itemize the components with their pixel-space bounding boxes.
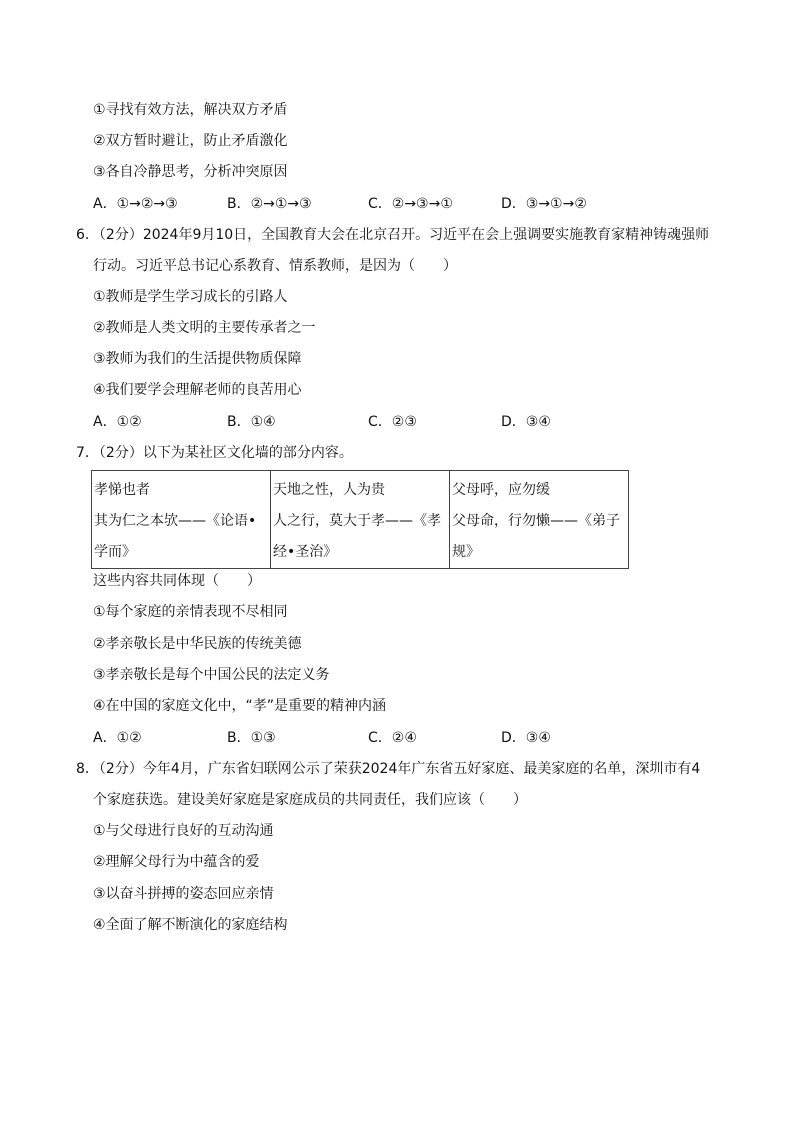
q5-option-a: A．①→②→③ <box>93 196 178 212</box>
culture-wall-table <box>91 470 629 569</box>
cell-text: 天地之性，人为贵 <box>273 482 385 498</box>
q7-stem: 7．（2分）以下为某社区文化墙的部分内容。 <box>76 445 353 461</box>
q6-option-d: D．③④ <box>501 414 551 430</box>
q5-item-2: ②双方暂时避让，防止矛盾激化 <box>93 133 288 149</box>
q6-stem-line2: 行动。习近平总书记心系教育、情系教师，是因为（ ） <box>93 258 457 274</box>
cell-text: 规》 <box>452 544 480 560</box>
q6-option-a: A．①② <box>93 414 142 430</box>
q5-option-b: B．②→①→③ <box>227 196 312 212</box>
culture-cell-xiaojing <box>271 471 450 569</box>
q5-option-c: C．②→③→① <box>368 196 453 212</box>
cell-text: 孝悌也者 <box>94 482 150 498</box>
q8-stem-line1: 8．（2分）今年4月，广东省妇联网公示了荣获2024年广东省五好家庭、最美家庭的名单，深圳市有4 <box>76 761 701 777</box>
q7-item-4: ④在中国的家庭文化中，“孝”是重要的精神内涵 <box>93 698 387 714</box>
q5-option-d: D．③→①→② <box>501 196 587 212</box>
q7-item-1: ①每个家庭的亲情表现不尽相同 <box>93 604 288 620</box>
q8-item-2: ②理解父母行为中蕴含的爱 <box>93 854 260 870</box>
q5-item-3: ③各自冷静思考，分析冲突原因 <box>93 164 288 180</box>
q6-item-4: ④我们要学会理解老师的良苦用心 <box>93 382 302 398</box>
q7-question: 这些内容共同体现（ ） <box>93 573 261 589</box>
q8-item-4: ④全面了解不断演化的家庭结构 <box>93 917 288 933</box>
q8-item-3: ③以奋斗拼搏的姿态回应亲情 <box>93 886 274 902</box>
q6-item-1: ①教师是学生学习成长的引路人 <box>93 289 288 305</box>
q5-item-1: ①寻找有效方法，解决双方矛盾 <box>93 102 288 118</box>
q7-option-d: D．③④ <box>501 730 551 746</box>
q6-stem-line1: 6．（2分）2024年9月10日，全国教育大会在北京召开。习近平在会上强调要实施教育家精神铸魂强师 <box>76 227 710 243</box>
q7-item-3: ③孝亲敬长是每个中国公民的法定义务 <box>93 667 330 683</box>
q7-option-b: B．①③ <box>227 730 276 746</box>
q8-stem-line2: 个家庭获选。建设美好家庭是家庭成员的共同责任，我们应该（ ） <box>93 792 527 808</box>
cell-text: 父母呼，应勿缓 <box>452 482 550 498</box>
q6-item-2: ②教师是人类文明的主要传承者之一 <box>93 320 316 336</box>
q7-option-c: C．②④ <box>368 730 417 746</box>
q7-option-a: A．①② <box>93 730 142 746</box>
q7-item-2: ②孝亲敬长是中华民族的传统美德 <box>93 636 302 652</box>
cell-text: 人之行，莫大于孝——《孝 <box>273 513 441 529</box>
cell-text: 父母命，行勿懒——《弟子 <box>452 513 620 529</box>
culture-cell-dizigui <box>450 471 629 569</box>
q6-options <box>93 412 551 432</box>
q5-options <box>93 194 587 214</box>
cell-text: 其为仁之本欤——《论语• <box>94 513 257 529</box>
q6-option-b: B．①④ <box>227 414 276 430</box>
culture-cell-analects <box>92 471 271 569</box>
q6-option-c: C．②③ <box>368 414 417 430</box>
q6-item-3: ③教师为我们的生活提供物质保障 <box>93 351 302 367</box>
cell-text: 经•圣治》 <box>273 544 338 560</box>
q7-options <box>93 728 551 748</box>
q8-item-1: ①与父母进行良好的互动沟通 <box>93 823 274 839</box>
cell-text: 学而》 <box>94 544 136 560</box>
